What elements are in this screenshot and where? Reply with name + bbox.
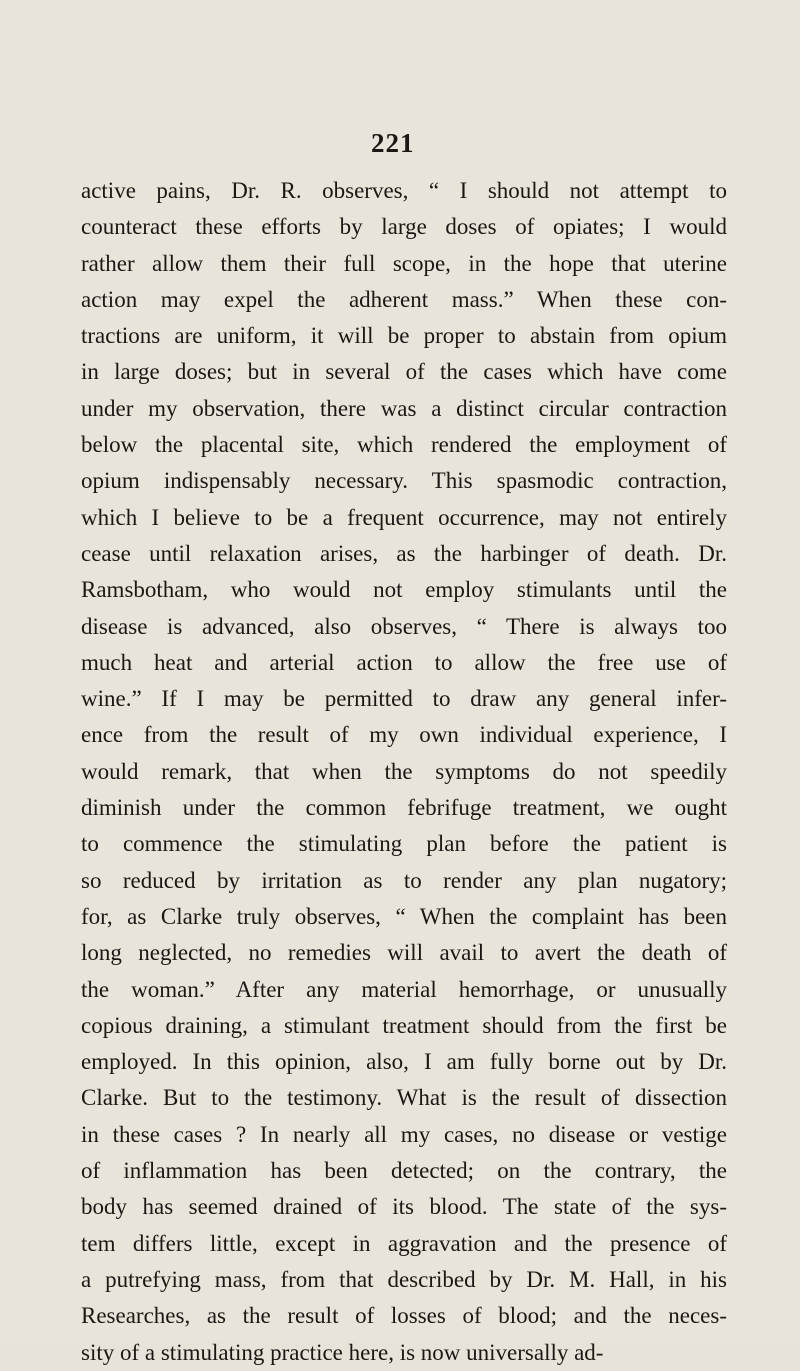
text-line: in large doses; but in several of the cases which have come (81, 359, 727, 385)
text-line: wine.” If I may be permitted to draw any general infer- (81, 686, 727, 712)
text-line: diminish under the common febrifuge treatment, we ought (81, 795, 727, 821)
text-line: sity of a stimulating practice here, is now universally ad- (81, 1339, 604, 1365)
text-line: copious draining, a stimulant treatment should from the first be (81, 1012, 727, 1038)
text-line: body has seemed drained of its blood. The state of the sys- (81, 1194, 727, 1220)
text-line: counteract these efforts by large doses of opiates; I would (81, 214, 727, 240)
text-line: long neglected, no remedies will avail to avert the death of (81, 940, 727, 966)
text-line: ence from the result of my own individual experience, I (81, 722, 727, 748)
text-line: would remark, that when the symptoms do not speedily (81, 758, 727, 784)
text-line: Ramsbotham, who would not employ stimulants until the (81, 577, 727, 603)
text-line: so reduced by irritation as to render any plan nugatory; (81, 867, 727, 893)
text-line: employed. In this opinion, also, I am fully borne out by Dr. (81, 1049, 727, 1075)
text-line: Clarke. But to the testimony. What is the result of dissection (81, 1085, 727, 1111)
text-line: of inflammation has been detected; on the contrary, the (81, 1158, 727, 1184)
text-line: Researches, as the result of losses of blood; and the neces- (81, 1303, 727, 1329)
text-line: cease until relaxation arises, as the harbinger of death. Dr. (81, 540, 727, 566)
text-line: the woman.” After any material hemorrhage, or unusually (81, 976, 727, 1002)
text-line: tem differs little, except in aggravation and the presence of (81, 1230, 727, 1256)
text-line: tractions are uniform, it will be proper to abstain from opium (81, 323, 727, 349)
text-line: disease is advanced, also observes, “ There is always too (81, 613, 727, 639)
page-number: 221 (371, 128, 415, 158)
text-line: active pains, Dr. R. observes, “ I should not attempt to (81, 178, 727, 203)
text-line: action may expel the adherent mass.” When these con- (81, 286, 727, 312)
text-line: much heat and arterial action to allow the free use of (81, 649, 727, 675)
text-line: below the placental site, which rendered the employment of (81, 432, 727, 458)
text-line: a putrefying mass, from that described by Dr. M. Hall, in his (81, 1266, 727, 1292)
text-line: which I believe to be a frequent occurrence, may not entirely (81, 504, 727, 530)
body-text (81, 173, 727, 1371)
text-line: for, as Clarke truly observes, “ When the complaint has been (81, 903, 727, 929)
text-line: to commence the stimulating plan before the patient is (81, 831, 727, 857)
text-line: in these cases ? In nearly all my cases, no disease or vestige (81, 1121, 727, 1147)
text-line: rather allow them their full scope, in the hope that uterine (81, 250, 727, 276)
text-line: under my observation, there was a distinct circular contraction (81, 395, 727, 421)
text-line: opium indispensably necessary. This spasmodic contraction, (81, 468, 727, 494)
